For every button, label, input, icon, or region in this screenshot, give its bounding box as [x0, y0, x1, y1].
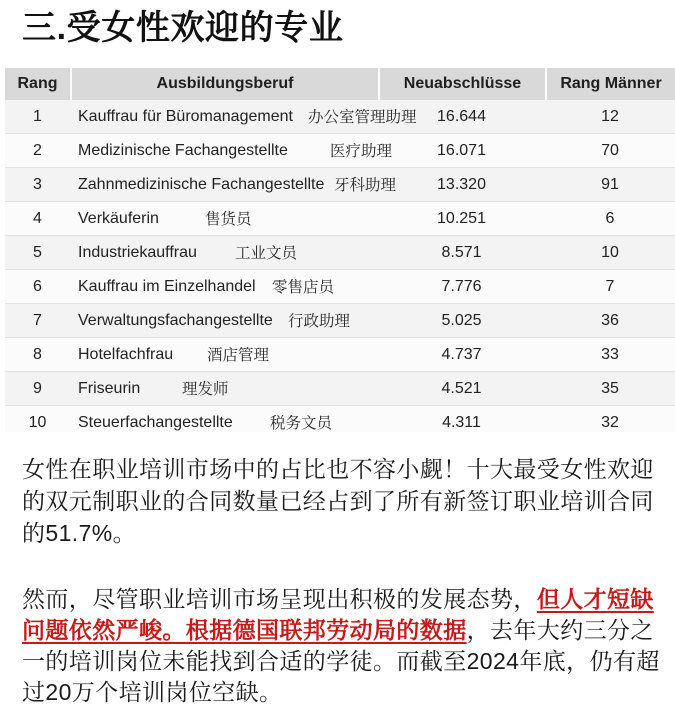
cell-rank-men: 36: [601, 312, 619, 329]
cell-occupation-zh: 税务文员: [270, 415, 333, 432]
cell-occupation-zh: 牙科助理: [334, 177, 397, 194]
paragraph-line: [22, 584, 667, 615]
cell-occupation: Steuerfachangestellte: [78, 414, 233, 431]
paragraph-line: 女性在职业培训市场中的占比也不容小觑！十大最受女性欢迎: [22, 456, 654, 482]
text-segment: 一的培训岗位未能找到合适的学徒。而截至2024年底，仍有超: [22, 648, 660, 674]
table-row: [5, 236, 675, 270]
table-row: [5, 406, 675, 432]
text-segment: 然而，尽管职业培训市场呈现出积极的发展态势，: [22, 586, 537, 612]
cell-rank: 6: [33, 278, 42, 295]
cell-occupation: Industriekauffrau: [78, 244, 197, 261]
cell-rank: 10: [28, 414, 47, 431]
cell-new-contracts: 4.521: [441, 380, 482, 397]
column-header-new-contracts: Neuabschlüsse: [378, 68, 545, 100]
text-segment: 过20万个培训岗位空缺。: [22, 679, 283, 705]
cell-occupation-zh: 行政助理: [288, 313, 351, 330]
cell-rank-men: 12: [601, 108, 619, 125]
cell-occupation: Friseurin: [78, 380, 141, 397]
cell-rank-men: 70: [601, 142, 619, 159]
cell-rank: 5: [33, 244, 42, 261]
table-row: [5, 304, 675, 338]
table-row: [5, 372, 675, 406]
column-header-rank: Rang: [17, 75, 58, 92]
cell-occupation-zh: 工业文员: [235, 245, 298, 262]
cell-new-contracts: 5.025: [441, 312, 482, 329]
cell-occupation-zh: 理发师: [182, 381, 229, 398]
cell-new-contracts: 10.251: [437, 210, 486, 227]
paragraph-line: [22, 677, 667, 708]
occupations-table: [5, 68, 675, 432]
cell-occupation-zh: 医疗助理: [330, 143, 393, 160]
cell-rank-men: 32: [601, 414, 619, 431]
table-row: [5, 168, 675, 202]
cell-new-contracts: 16.644: [437, 108, 486, 125]
paragraph-line: [22, 615, 667, 646]
cell-occupation: Hotelfachfrau: [78, 346, 174, 363]
cell-occupation: Kauffrau im Einzelhandel: [78, 278, 256, 295]
cell-rank: 2: [33, 142, 42, 159]
cell-rank-men: 6: [605, 210, 615, 227]
cell-rank-men: 10: [601, 244, 619, 261]
cell-rank-men: 35: [601, 380, 619, 397]
cell-occupation: Zahnmedizinische Fachangestellte: [78, 176, 325, 193]
table-row: [5, 270, 675, 304]
text-segment: ，去年大约三分之: [466, 617, 654, 643]
cell-occupation: Verkäuferin: [78, 210, 159, 227]
cell-new-contracts: 7.776: [441, 278, 482, 295]
cell-occupation-zh: 办公室管理助理: [308, 109, 417, 126]
paragraph-line: 的双元制职业的合同数量已经占到了所有新签订职业培训合同: [22, 488, 654, 514]
cell-new-contracts: 4.737: [441, 346, 482, 363]
table-body: [5, 100, 675, 432]
table-row: [5, 202, 675, 236]
column-header-rank-men: Rang Männer: [545, 68, 675, 100]
cell-rank: 1: [33, 108, 42, 125]
table-row: [5, 100, 675, 134]
cell-occupation: Kauffrau für Büromanagement: [78, 108, 293, 125]
cell-occupation-zh: 零售店员: [272, 279, 335, 296]
cell-rank-men: 33: [601, 346, 619, 363]
cell-rank: 8: [33, 346, 42, 363]
paragraph-women-share: [22, 453, 667, 549]
emphasized-text-segment: 问题依然严峻。根据德国联邦劳动局的数据: [22, 617, 467, 643]
table-row: [5, 134, 675, 168]
cell-occupation: Verwaltungsfachangestellte: [78, 312, 273, 329]
table-row: [5, 338, 675, 372]
cell-rank-men: 91: [601, 176, 619, 193]
column-header-occupation: Ausbildungsberuf: [70, 68, 378, 100]
paragraph-line: 的51.7%。: [22, 520, 137, 546]
cell-new-contracts: 16.071: [437, 142, 486, 159]
cell-new-contracts: 4.311: [442, 414, 481, 431]
cell-rank-men: 7: [605, 278, 615, 295]
cell-new-contracts: 8.571: [441, 244, 482, 261]
paragraph-line: [22, 646, 667, 677]
cell-occupation: Medizinische Fachangestellte: [78, 142, 288, 159]
cell-rank: 7: [33, 312, 42, 329]
cell-rank: 3: [33, 176, 42, 193]
emphasized-text-segment: 但人才短缺: [536, 586, 654, 612]
cell-rank: 4: [33, 210, 42, 227]
cell-new-contracts: 13.320: [437, 176, 486, 193]
cell-occupation-zh: 酒店管理: [207, 347, 270, 364]
table-header-row: [5, 68, 675, 100]
cell-rank: 9: [33, 380, 42, 397]
paragraph-talent-shortage: [22, 584, 667, 708]
cell-occupation-zh: 售货员: [205, 211, 252, 228]
section-heading: 三.受女性欢迎的专业: [22, 9, 344, 47]
